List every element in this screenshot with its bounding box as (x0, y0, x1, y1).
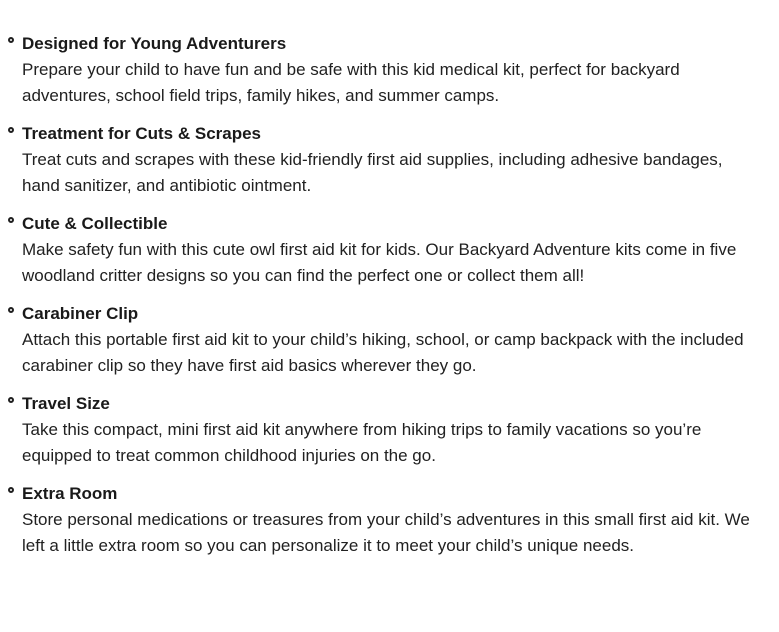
feature-list-item (8, 301, 763, 379)
feature-list-item (8, 211, 763, 289)
feature-content (22, 481, 763, 559)
feature-description: Take this compact, mini first aid kit anywhere from hiking trips to family vacations so you’re equipped to treat common childhood injuries on the go. (22, 420, 702, 465)
feature-title: Designed for Young Adventurers (22, 34, 287, 53)
circle-bullet-icon (8, 127, 14, 133)
feature-title: Extra Room (22, 484, 118, 503)
feature-description: Make safety fun with this cute owl first aid kit for kids. Our Backyard Adventure kits come in five woodland critter designs so you can find the perfect one or collect them all! (22, 240, 737, 285)
circle-bullet-icon (8, 37, 14, 43)
feature-list-item (8, 121, 763, 199)
feature-description: Prepare your child to have fun and be safe with this kid medical kit, perfect for backyard adventures, school field trips, family hikes, and summer camps. (22, 60, 680, 105)
feature-list-item (8, 391, 763, 469)
feature-title: Carabiner Clip (22, 304, 139, 323)
feature-content (22, 301, 763, 379)
feature-list-item (8, 31, 763, 109)
feature-content (22, 391, 763, 469)
feature-content (22, 121, 763, 199)
circle-bullet-icon (8, 397, 14, 403)
feature-content (22, 31, 763, 109)
feature-description: Store personal medications or treasures from your child’s adventures in this small first aid kit. We left a little extra room so you can personalize it to meet your child’s unique needs. (22, 510, 750, 555)
circle-bullet-icon (8, 487, 14, 493)
feature-content (22, 211, 763, 289)
feature-title: Treatment for Cuts & Scrapes (22, 124, 262, 143)
feature-title: Cute & Collectible (22, 214, 168, 233)
circle-bullet-icon (8, 217, 14, 223)
feature-list-item (8, 481, 763, 559)
feature-description: Treat cuts and scrapes with these kid-friendly first aid supplies, including adhesive bandages, hand sanitizer, and antibiotic ointment. (22, 150, 723, 195)
feature-description: Attach this portable first aid kit to your child’s hiking, school, or camp backpack with the included carabiner clip so they have first aid basics wherever they go. (22, 330, 744, 375)
feature-title: Travel Size (22, 394, 110, 413)
circle-bullet-icon (8, 307, 14, 313)
about-item-list (8, 31, 763, 559)
